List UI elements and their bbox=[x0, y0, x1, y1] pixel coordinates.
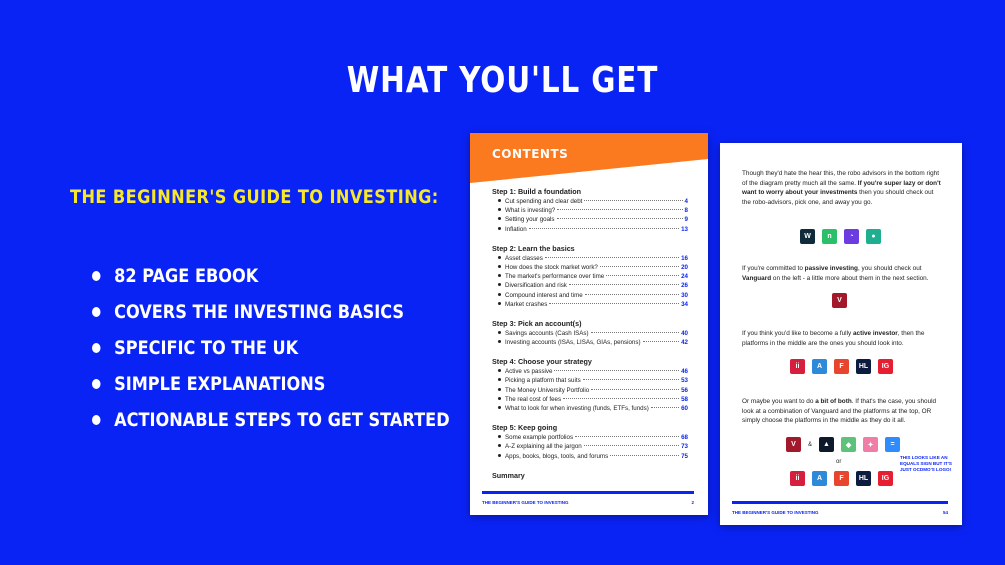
toc-page-number: 26 bbox=[681, 282, 688, 290]
toc-page-number: 16 bbox=[681, 254, 688, 262]
bullet-icon bbox=[498, 227, 501, 230]
paragraph-robo: Though they'd hate the hear this, the robo advisors in the bottom right of the diagram pretty much all the same. If you're super lazy or don't want to worry about your investments then you should check out the robo-advisors, pick one, and away you go. bbox=[742, 170, 941, 206]
toc-entry bbox=[492, 339, 688, 348]
table-of-contents bbox=[492, 187, 688, 480]
toc-page-number: 34 bbox=[681, 300, 688, 308]
toc-entry-title: What to look for when investing (funds, ETFs, funds) bbox=[505, 405, 649, 412]
bullet-icon bbox=[498, 265, 501, 268]
paragraph-both: Or maybe you want to do a bit of both. If that's the case, you should look at a combination of Vanguard and the platforms at the top, OR simply choose the platforms in the middle as they do it all. bbox=[742, 398, 937, 425]
toc-entry-title: Investing accounts (ISAs, LISAs, GIAs, pensions) bbox=[505, 339, 641, 347]
dot-leader bbox=[591, 389, 679, 390]
ajbell-logo: A bbox=[812, 359, 827, 374]
toc-section-heading: Step 4: Choose your strategy bbox=[492, 357, 592, 367]
toc-entry bbox=[492, 387, 688, 396]
equals-logo: = bbox=[885, 437, 900, 452]
toc-entry-title: Inflation bbox=[505, 225, 527, 233]
sample-page-preview bbox=[720, 143, 962, 525]
trading212-logo: ✦ bbox=[863, 437, 878, 452]
aj-logo: ▲ bbox=[819, 437, 834, 452]
bullet-icon bbox=[498, 217, 501, 220]
bullet-icon bbox=[498, 256, 501, 259]
toc-page-number: 56 bbox=[681, 386, 688, 394]
toc-page-number: 30 bbox=[681, 291, 688, 299]
bullet-icon bbox=[92, 343, 101, 353]
bullet-icon bbox=[498, 454, 501, 457]
dot-leader bbox=[585, 294, 679, 295]
paragraph-active: If you think you'd like to become a fully active investor, then the platforms in the middle are the ones you should look into. bbox=[742, 330, 925, 347]
mixed-platform-logos bbox=[786, 437, 900, 452]
toc-section bbox=[492, 423, 688, 462]
toc-page-number: 68 bbox=[681, 434, 688, 442]
toc-page-number: 53 bbox=[681, 377, 688, 385]
dot-leader bbox=[651, 407, 679, 408]
bullet-icon bbox=[498, 208, 501, 211]
nutmeg-logo: n bbox=[822, 229, 837, 244]
ig-logo: IG bbox=[878, 359, 893, 374]
bullet-icon bbox=[92, 415, 101, 425]
dot-leader bbox=[563, 398, 679, 399]
page-headline: WHAT YOU'LL GET bbox=[346, 60, 659, 101]
footer-page-number: 2 bbox=[691, 500, 694, 505]
toc-section bbox=[492, 187, 688, 235]
dot-leader bbox=[584, 200, 682, 201]
toc-page-number: 60 bbox=[681, 405, 688, 412]
dot-leader bbox=[643, 341, 680, 342]
bullet-icon bbox=[498, 274, 501, 277]
ebook-subtitle: THE BEGINNER'S GUIDE TO INVESTING: bbox=[70, 186, 439, 208]
toc-section-heading: Step 2: Learn the basics bbox=[492, 243, 575, 253]
toc-entry-title: Some example portfolios bbox=[505, 434, 574, 442]
bullet-icon bbox=[498, 331, 501, 334]
toc-entry bbox=[492, 198, 688, 207]
toc-entry bbox=[492, 301, 688, 310]
footer-divider bbox=[732, 501, 948, 504]
toc-entry-title: A-Z explaining all the jargon bbox=[505, 443, 582, 451]
toc-entry-title: Market crashes bbox=[505, 300, 548, 308]
footer-title: THE BEGINNER'S GUIDE TO INVESTING bbox=[732, 510, 819, 515]
toc-entry bbox=[492, 443, 688, 452]
toc-entry bbox=[492, 330, 688, 339]
moneyfarm-logo: ◔ bbox=[844, 229, 859, 244]
toc-section-heading: Step 1: Build a foundation bbox=[492, 187, 582, 196]
toc-page-number: 8 bbox=[684, 207, 688, 215]
bullet-icon bbox=[92, 307, 101, 317]
bullet-icon bbox=[92, 379, 101, 389]
toc-entry-title: Apps, books, blogs, tools, and forums bbox=[505, 452, 609, 460]
vanguard-logo: V bbox=[832, 293, 847, 308]
contents-heading: CONTENTS bbox=[492, 147, 569, 161]
toc-entry bbox=[492, 405, 688, 414]
bullet-icon bbox=[498, 340, 501, 343]
footer-divider bbox=[482, 491, 694, 494]
toc-entry-title: Savings accounts (Cash ISAs) bbox=[505, 329, 589, 337]
contents-page-preview bbox=[470, 133, 708, 515]
toc-page-number: 58 bbox=[681, 395, 688, 403]
bullet-icon bbox=[498, 406, 501, 409]
toc-entry-title: Compound interest and time bbox=[505, 291, 583, 299]
ii-logo: ii bbox=[790, 471, 805, 486]
toc-entry-title: Cut spending and clear debt bbox=[505, 198, 583, 205]
bullet-icon bbox=[498, 435, 501, 438]
or-label: or bbox=[836, 459, 842, 465]
active-platform-logos bbox=[790, 471, 893, 486]
bullet-icon bbox=[498, 199, 501, 202]
toc-entry-title: How does the stock market work? bbox=[505, 263, 598, 271]
toc-entry-title: The market's performance over time bbox=[505, 273, 605, 281]
bullet-icon bbox=[498, 388, 501, 391]
toc-section bbox=[492, 357, 688, 414]
dot-leader bbox=[557, 209, 682, 210]
bullet-icon bbox=[498, 293, 501, 296]
bullet-icon bbox=[498, 302, 501, 305]
toc-entry bbox=[492, 368, 688, 377]
toc-section bbox=[492, 319, 688, 348]
toc-page-number: 73 bbox=[681, 443, 688, 451]
active-platform-logos bbox=[790, 359, 893, 374]
page-footer bbox=[732, 501, 948, 515]
dot-leader bbox=[549, 303, 679, 304]
toc-entry-title: The Money University Portfolio bbox=[505, 386, 590, 394]
toc-entry bbox=[492, 273, 688, 282]
vanguard-logo-row bbox=[832, 293, 847, 308]
toc-entry-title: The real cost of fees bbox=[505, 395, 562, 403]
toc-entry-title: Picking a platform that suits bbox=[505, 377, 581, 385]
wealthify-logo: W bbox=[800, 229, 815, 244]
bullet-icon bbox=[498, 397, 501, 400]
fidelity-logo: F bbox=[834, 359, 849, 374]
moneybox-logo: ● bbox=[866, 229, 881, 244]
equals-logo-note: THIS LOOKS LIKE AN EQUALS SIGN BUT IT'S JUST OCDMO'S LOGO! bbox=[900, 455, 952, 472]
toc-entry bbox=[492, 255, 688, 264]
toc-page-number: 40 bbox=[681, 329, 688, 337]
fidelity-logo: F bbox=[834, 471, 849, 486]
feature-item: SPECIFIC TO THE UK bbox=[92, 330, 450, 366]
hl-logo: HL bbox=[856, 359, 871, 374]
toc-entry-title: Diversification and risk bbox=[505, 282, 567, 290]
hl-logo: HL bbox=[856, 471, 871, 486]
toc-entry-title: Active vs passive bbox=[505, 368, 553, 376]
dot-leader bbox=[569, 284, 679, 285]
toc-entry bbox=[492, 207, 688, 216]
toc-page-number: 24 bbox=[681, 273, 688, 281]
toc-entry bbox=[492, 282, 688, 291]
dot-leader bbox=[584, 445, 679, 446]
dot-leader bbox=[610, 455, 679, 456]
footer-title: THE BEGINNER'S GUIDE TO INVESTING bbox=[482, 500, 569, 505]
toc-entry bbox=[492, 377, 688, 386]
vanguard-logo: V bbox=[786, 437, 801, 452]
robo-advisor-logos bbox=[800, 229, 881, 244]
feature-item: SIMPLE EXPLANATIONS bbox=[92, 366, 450, 402]
ampersand-label: & bbox=[808, 441, 813, 448]
bullet-icon bbox=[92, 271, 101, 281]
footer-page-number: 54 bbox=[942, 510, 948, 515]
toc-entry bbox=[492, 453, 688, 462]
toc-entry-title: Setting your goals bbox=[505, 216, 555, 224]
dot-leader bbox=[600, 266, 679, 267]
bullet-icon bbox=[498, 369, 501, 372]
toc-page-number: 75 bbox=[681, 452, 688, 460]
dot-leader bbox=[606, 275, 679, 276]
ig-logo: IG bbox=[878, 471, 893, 486]
toc-summary: Summary bbox=[492, 470, 525, 480]
toc-entry bbox=[492, 434, 688, 443]
toc-entry-title: What is investing? bbox=[505, 207, 556, 215]
dot-leader bbox=[575, 436, 679, 437]
toc-entry bbox=[492, 264, 688, 273]
toc-entry-title: Asset classes bbox=[505, 254, 543, 262]
toc-page-number: 20 bbox=[681, 263, 688, 271]
toc-entry bbox=[492, 396, 688, 405]
dot-leader bbox=[583, 379, 679, 380]
toc-entry bbox=[492, 226, 688, 235]
toc-page-number: 13 bbox=[681, 225, 688, 233]
bullet-icon bbox=[498, 283, 501, 286]
toc-entry bbox=[492, 292, 688, 301]
dot-leader bbox=[557, 218, 683, 219]
feature-list bbox=[92, 258, 513, 438]
dot-leader bbox=[529, 228, 679, 229]
feature-item: ACTIONABLE STEPS TO GET STARTED bbox=[92, 402, 450, 438]
page-footer bbox=[482, 491, 694, 505]
bullet-icon bbox=[498, 378, 501, 381]
freetrade-logo: ◆ bbox=[841, 437, 856, 452]
bullet-icon bbox=[498, 444, 501, 447]
feature-item: COVERS THE INVESTING BASICS bbox=[92, 294, 450, 330]
toc-page-number: 9 bbox=[684, 216, 688, 224]
dot-leader bbox=[554, 370, 679, 371]
toc-section bbox=[492, 244, 688, 310]
toc-section-heading: Step 3: Pick an account(s) bbox=[492, 318, 582, 328]
toc-page-number: 42 bbox=[681, 339, 688, 347]
ajbell-logo: A bbox=[812, 471, 827, 486]
toc-section-heading: Step 5: Keep going bbox=[492, 423, 558, 433]
dot-leader bbox=[545, 257, 679, 258]
feature-item: 82 PAGE EBOOK bbox=[92, 258, 450, 294]
dot-leader bbox=[591, 332, 680, 333]
ii-logo: ii bbox=[790, 359, 805, 374]
toc-entry bbox=[492, 216, 688, 225]
toc-page-number: 46 bbox=[681, 368, 688, 376]
toc-page-number: 4 bbox=[684, 198, 688, 205]
paragraph-passive: If you're committed to passive investing, you should check out Vanguard on the left - a little more about them in the next section. bbox=[742, 265, 929, 282]
